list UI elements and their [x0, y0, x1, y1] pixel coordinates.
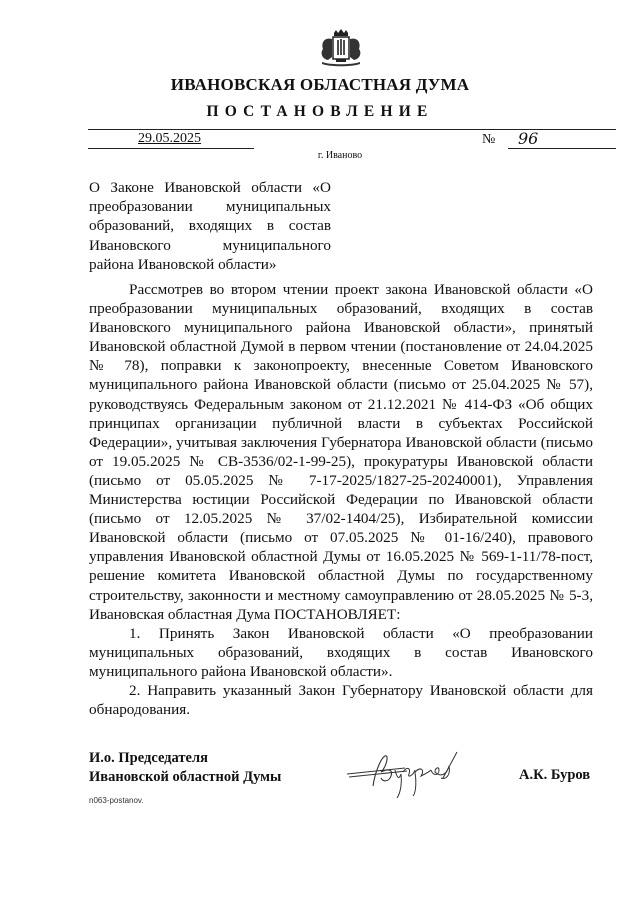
document-number: 96: [518, 129, 539, 148]
signatory-title: [89, 749, 281, 786]
number-label: №: [482, 132, 496, 147]
document-number-field: [508, 129, 616, 149]
file-code: n063-postanov.: [89, 796, 144, 805]
handwritten-signature: [345, 748, 460, 800]
signatory-title-line: И.о. Председателя: [89, 750, 208, 766]
coat-of-arms-emblem: [316, 27, 366, 69]
document-type: ПОСТАНОВЛЕНИЕ: [206, 103, 434, 120]
resolution-item: 1. Принять Закон Ивановской области «О преобразовании муниципальных образований, входящих в состав Ивановского муниципального района Ивановской области».: [89, 624, 593, 680]
resolution-item: 2. Направить указанный Закон Губернатору Ивановской области для обнародования.: [89, 681, 593, 719]
city-name: г. Иваново: [317, 150, 363, 161]
document-subject: О Законе Ивановской области «О преобразовании муниципальных образований, входящих в состав Ивановского муниципального района Ивановской области»: [89, 179, 331, 273]
preamble-paragraph: Рассмотрев во втором чтении проект закона Ивановской области «О преобразовании муниципальных образований, входящих в состав Ивановского муниципального района Ивановской области», принятый Ивановской областной Думой в первом чтении (постановление от 24.04.2025 № 78), поправки к законопроекту, внесенные Советом Ивановского муниципального района Ивановской области (письмо от 25.04.2025 № 57), руководствуясь Федеральным законом от 21.12.2021 № 414-ФЗ «Об общих принципах организации публичной власти в субъектах Российской Федерации», учитывая заключения Губернатора Ивановской области (письмо от 19.05.2025 № СВ-3536/02-1-99-25), прокуратуры Ивановской области (письмо от 05.05.2025 № 7-17-2025/1827-25-20240001), Управления Министерства юстиции Российской Федерации по Ивановской области (письмо от 12.05.2025 № 37/02-1404/25), Избирательной комиссии Ивановской области (письмо от 07.05.2025 № 01-16/240), правового управления Ивановской областной Думы от 16.05.2025 № 569-1-11/78-пост, решение комитета Ивановской областной Думы по государственному строительству, законности и местному самоуправлению от 28.05.2025 № 5-3, Ивановская областная Дума ПОСТАНОВЛЯЕТ:: [89, 281, 593, 623]
document-date-field: [88, 131, 254, 149]
organization-name: ИВАНОВСКАЯ ОБЛАСТНАЯ ДУМА: [170, 75, 470, 94]
signatory-name: А.К. Буров: [519, 767, 591, 783]
document-date: 29.05.2025: [138, 131, 201, 146]
signatory-title-line: Ивановской областной Думы: [89, 768, 282, 785]
document-body: [89, 280, 593, 719]
